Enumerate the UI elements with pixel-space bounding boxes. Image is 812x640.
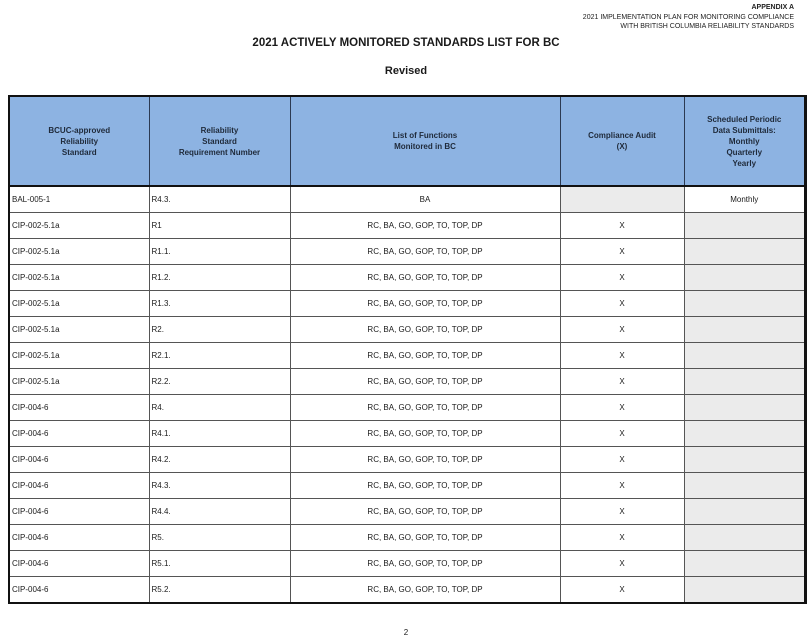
table-row [10, 265, 804, 291]
cell-audit: X [560, 291, 684, 317]
cell-audit: X [560, 551, 684, 577]
cell-functions: RC, BA, GO, GOP, TO, TOP, DP [290, 577, 560, 603]
cell-functions: RC, BA, GO, GOP, TO, TOP, DP [290, 369, 560, 395]
cell-standard: CIP-004-6 [10, 551, 149, 577]
cell-periodic [684, 343, 804, 369]
table-row [10, 525, 804, 551]
cell-audit: X [560, 421, 684, 447]
cell-requirement: R4. [149, 395, 290, 421]
cell-standard: BAL-005-1 [10, 186, 149, 213]
cell-functions: RC, BA, GO, GOP, TO, TOP, DP [290, 395, 560, 421]
cell-standard: CIP-002-5.1a [10, 291, 149, 317]
cell-periodic [684, 239, 804, 265]
cell-functions: RC, BA, GO, GOP, TO, TOP, DP [290, 343, 560, 369]
cell-requirement: R5.2. [149, 577, 290, 603]
cell-requirement: R2.1. [149, 343, 290, 369]
cell-audit: X [560, 395, 684, 421]
page-number: 2 [403, 628, 409, 637]
table-row [10, 421, 804, 447]
cell-audit [560, 186, 684, 213]
appendix-header [583, 3, 794, 32]
cell-functions: RC, BA, GO, GOP, TO, TOP, DP [290, 499, 560, 525]
cell-standard: CIP-002-5.1a [10, 265, 149, 291]
table-row [10, 577, 804, 603]
cell-periodic [684, 551, 804, 577]
cell-audit: X [560, 317, 684, 343]
table-row [10, 447, 804, 473]
cell-requirement: R4.4. [149, 499, 290, 525]
cell-functions: RC, BA, GO, GOP, TO, TOP, DP [290, 265, 560, 291]
column-header-functions: List of Functions Monitored in BC [290, 97, 560, 186]
cell-requirement: R1 [149, 213, 290, 239]
cell-requirement: R4.1. [149, 421, 290, 447]
cell-periodic [684, 473, 804, 499]
cell-audit: X [560, 499, 684, 525]
table-row [10, 291, 804, 317]
table-row [10, 499, 804, 525]
column-header-requirement: Reliability Standard Requirement Number [149, 97, 290, 186]
cell-requirement: R4.2. [149, 447, 290, 473]
cell-audit: X [560, 473, 684, 499]
column-header-standard: BCUC-approved Reliability Standard [10, 97, 149, 186]
cell-standard: CIP-002-5.1a [10, 239, 149, 265]
cell-audit: X [560, 369, 684, 395]
cell-periodic [684, 265, 804, 291]
cell-audit: X [560, 213, 684, 239]
table-row [10, 395, 804, 421]
cell-periodic [684, 525, 804, 551]
appendix-line-1: 2021 IMPLEMENTATION PLAN FOR MONITORING COMPLIANCE [582, 13, 794, 21]
cell-functions: RC, BA, GO, GOP, TO, TOP, DP [290, 291, 560, 317]
cell-requirement: R1.1. [149, 239, 290, 265]
column-header-audit: Compliance Audit (X) [560, 97, 684, 186]
cell-periodic [684, 369, 804, 395]
cell-standard: CIP-004-6 [10, 395, 149, 421]
table-row [10, 343, 804, 369]
cell-audit: X [560, 577, 684, 603]
cell-audit: X [560, 239, 684, 265]
cell-standard: CIP-004-6 [10, 577, 149, 603]
cell-functions: RC, BA, GO, GOP, TO, TOP, DP [290, 317, 560, 343]
cell-periodic: Monthly [684, 186, 804, 213]
cell-functions: RC, BA, GO, GOP, TO, TOP, DP [290, 421, 560, 447]
cell-requirement: R1.2. [149, 265, 290, 291]
cell-standard: CIP-004-6 [10, 473, 149, 499]
cell-audit: X [560, 525, 684, 551]
cell-requirement: R2. [149, 317, 290, 343]
cell-standard: CIP-002-5.1a [10, 369, 149, 395]
cell-requirement: R5. [149, 525, 290, 551]
cell-standard: CIP-002-5.1a [10, 317, 149, 343]
table-row [10, 186, 804, 213]
cell-audit: X [560, 447, 684, 473]
appendix-line-2: WITH BRITISH COLUMBIA RELIABILITY STANDARDS [620, 23, 794, 30]
cell-requirement: R4.3. [149, 186, 290, 213]
appendix-label: APPENDIX A [751, 4, 794, 11]
cell-periodic [684, 577, 804, 603]
cell-audit: X [560, 343, 684, 369]
cell-standard: CIP-004-6 [10, 499, 149, 525]
table-row [10, 213, 804, 239]
cell-functions: RC, BA, GO, GOP, TO, TOP, DP [290, 525, 560, 551]
table-header-row [10, 97, 804, 186]
cell-standard: CIP-002-5.1a [10, 213, 149, 239]
cell-standard: CIP-002-5.1a [10, 343, 149, 369]
document-subtitle: Revised [384, 65, 428, 77]
cell-requirement: R4.3. [149, 473, 290, 499]
column-header-periodic: Scheduled Periodic Data Submittals: Monthly Quarterly Yearly [684, 97, 804, 186]
cell-periodic [684, 421, 804, 447]
cell-requirement: R1.3. [149, 291, 290, 317]
document-title: 2021 ACTIVELY MONITORED STANDARDS LIST FOR BC [252, 37, 560, 49]
cell-functions: BA [290, 186, 560, 213]
table-row [10, 239, 804, 265]
standards-table [10, 97, 804, 602]
cell-periodic [684, 395, 804, 421]
table-row [10, 317, 804, 343]
cell-standard: CIP-004-6 [10, 421, 149, 447]
table-row [10, 551, 804, 577]
cell-standard: CIP-004-6 [10, 447, 149, 473]
cell-audit: X [560, 265, 684, 291]
table-row [10, 369, 804, 395]
cell-requirement: R5.1. [149, 551, 290, 577]
cell-functions: RC, BA, GO, GOP, TO, TOP, DP [290, 551, 560, 577]
cell-periodic [684, 291, 804, 317]
cell-functions: RC, BA, GO, GOP, TO, TOP, DP [290, 473, 560, 499]
table-row [10, 473, 804, 499]
cell-functions: RC, BA, GO, GOP, TO, TOP, DP [290, 447, 560, 473]
cell-periodic [684, 213, 804, 239]
cell-requirement: R2.2. [149, 369, 290, 395]
cell-functions: RC, BA, GO, GOP, TO, TOP, DP [290, 213, 560, 239]
cell-periodic [684, 499, 804, 525]
cell-periodic [684, 447, 804, 473]
cell-standard: CIP-004-6 [10, 525, 149, 551]
cell-functions: RC, BA, GO, GOP, TO, TOP, DP [290, 239, 560, 265]
cell-periodic [684, 317, 804, 343]
standards-table-container [8, 95, 807, 604]
